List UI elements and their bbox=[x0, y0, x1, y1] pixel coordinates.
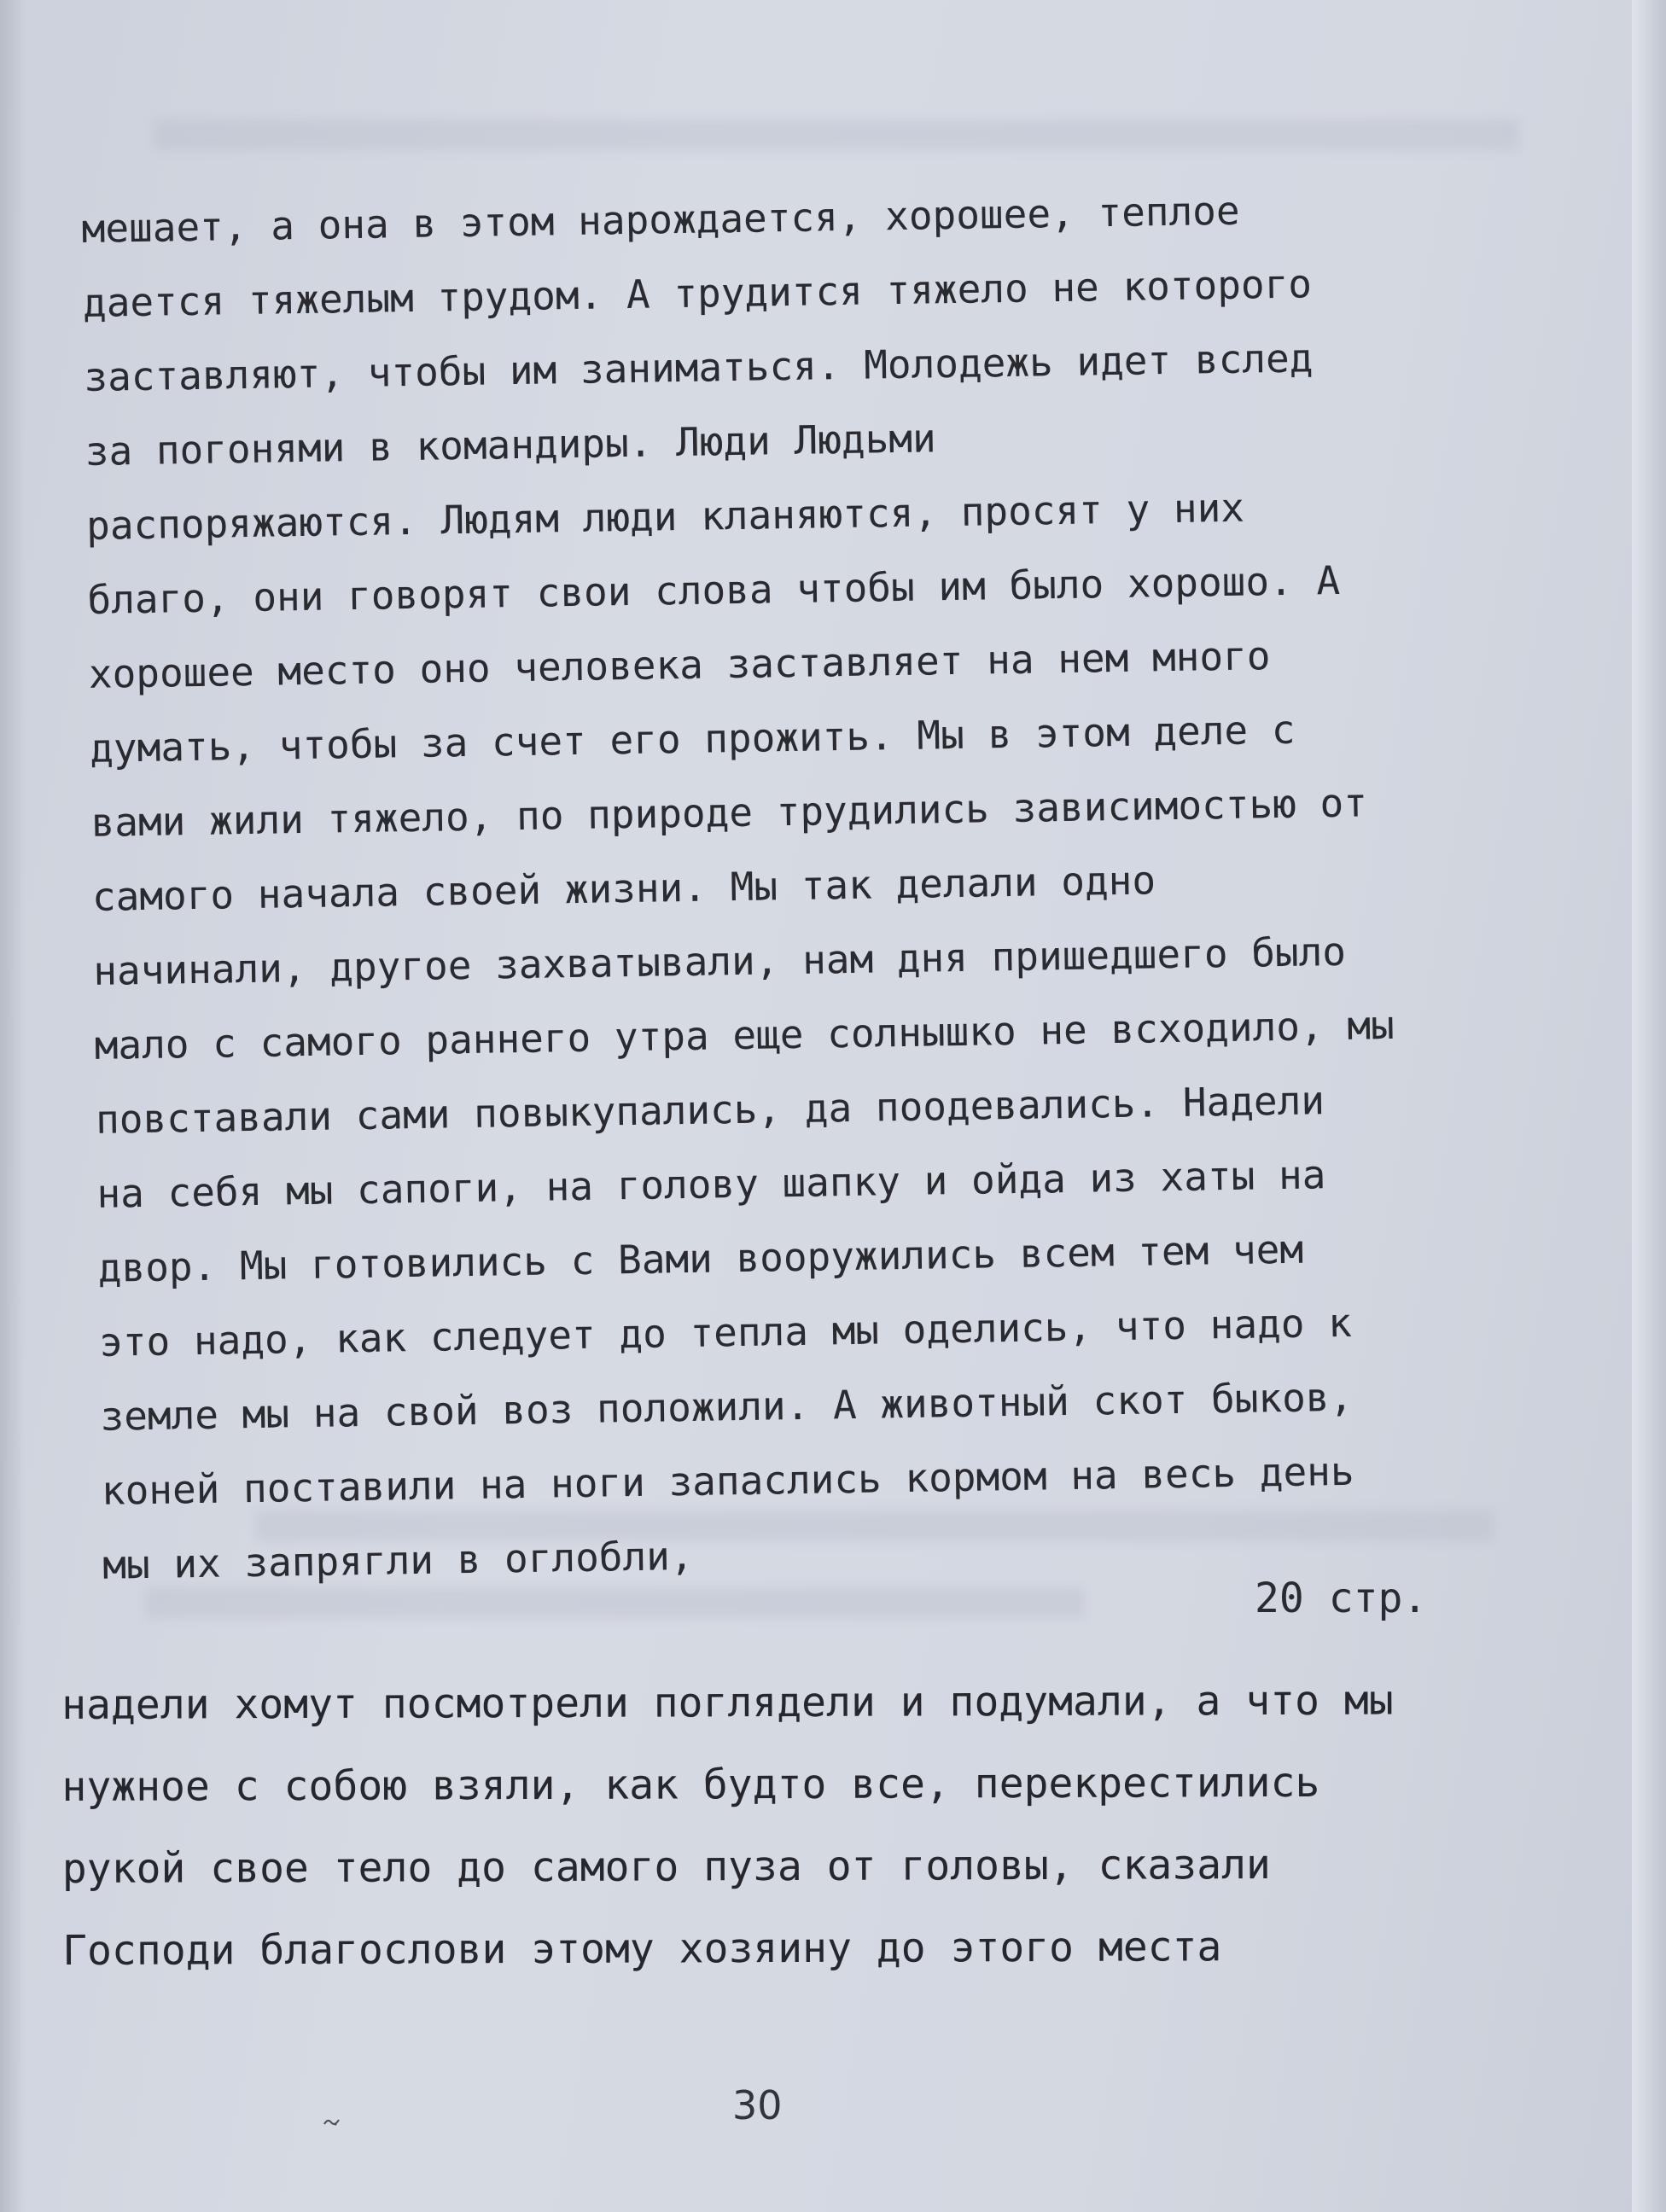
text-line: двор. Мы готовились с Вами вооружились всем тем чем bbox=[97, 1225, 1304, 1291]
text-line: нужное с собою взяли, как будто все, перекрестились bbox=[61, 1758, 1320, 1811]
show-through-text bbox=[154, 119, 1519, 150]
text-line: самого начала своей жизни. Мы так делали одно bbox=[91, 857, 1156, 920]
binding-shadow bbox=[0, 0, 26, 2212]
page-number: 30 bbox=[732, 2082, 783, 2128]
text-line: повставали сами повыкупались, да поодевались. Надели bbox=[95, 1077, 1325, 1143]
page-edge bbox=[1632, 0, 1666, 2212]
text-line: мы их запрягли в оглобли, bbox=[102, 1532, 694, 1588]
text-line: мешает, а она в этом нарождается, хорошее, теплое bbox=[81, 187, 1240, 252]
ink-speck bbox=[323, 2116, 341, 2128]
text-line: вами жили тяжело, по природе трудились зависимостью от bbox=[90, 779, 1368, 846]
page-marker: 20 стр. bbox=[1255, 1575, 1428, 1622]
text-line: рукой свое тело до самого пуза от головы, сказали bbox=[61, 1841, 1271, 1893]
text-line: коней поставили на ноги запаслись кормом на весь день bbox=[101, 1447, 1354, 1514]
text-line: мало с самого раннего утра еще солнышко не всходило, мы bbox=[94, 1001, 1395, 1068]
text-line: дается тяжелым трудом. А трудится тяжело не которого bbox=[82, 260, 1313, 326]
text-line: распоряжаются. Людям люди кланяются, просят у них bbox=[85, 484, 1245, 549]
text-line: за погонями в командиры. Люди Людьми bbox=[84, 415, 937, 474]
continuation-text-block bbox=[61, 1659, 1547, 1992]
text-line: надели хомут посмотрели поглядели и подумали, а что мы bbox=[61, 1676, 1394, 1729]
text-line: хорошее место оно человека заставляет на нем много bbox=[88, 632, 1271, 697]
text-line: думать, чтобы за счет его прожить. Мы в этом деле с bbox=[89, 706, 1296, 771]
text-line: земле мы на свой воз положили. А животный скот быков, bbox=[100, 1373, 1354, 1440]
main-text-block bbox=[81, 169, 1571, 1603]
text-line: благо, они говорят свои слова чтобы им было хорошо. А bbox=[87, 556, 1341, 623]
text-line: это надо, как следует до тепла мы оделись, что надо к bbox=[98, 1299, 1353, 1365]
text-line: начинали, другое захватывали, нам дня пришедшего было bbox=[92, 928, 1347, 994]
text-line: заставляют, чтобы им заниматься. Молодежь идет вслед bbox=[83, 335, 1314, 400]
text-line: Господи благослови этому хозяину до этого места bbox=[62, 1923, 1222, 1975]
text-line: на себя мы сапоги, на голову шапку и ойда из хаты на bbox=[96, 1151, 1326, 1217]
